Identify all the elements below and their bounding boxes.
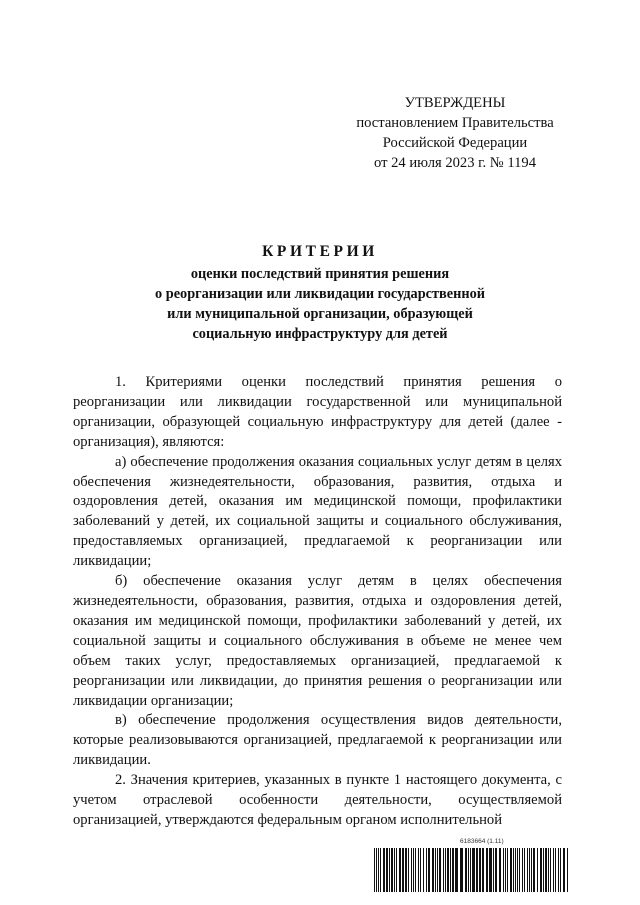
paragraph-criteria-values: 2. Значения критериев, указанных в пункте 1 настоящего документа, с учетом отраслевой особенности деятельности, осуществляемой организацией, утверждаются федеральным органом исполнительной xyxy=(73,772,562,828)
document-body xyxy=(73,373,562,831)
barcode-image xyxy=(374,848,568,892)
approval-heading: УТВЕРЖДЕНЫ xyxy=(404,95,506,111)
subtitle-line: или муниципальной организации, образующей xyxy=(167,306,473,322)
subtitle-line: оценки последствий принятия решения xyxy=(190,266,450,282)
document-title: КРИТЕРИИ xyxy=(262,243,378,260)
approval-line-1: постановлением Правительства xyxy=(356,115,554,131)
paragraph-item-a: а) обеспечение продолжения оказания социальных услуг детям в целях обеспечения жизнедеятельности, образования, развития, отдыха и оздоровления детей, оказания им медицинской помощи, профилактики заболеваний у детей, их социальной защиты и социального обслуживания, предоставляемых организацией, предлагаемой к реорганизации или ликвидации; xyxy=(73,453,562,570)
paragraph-criteria-intro: 1. Критериями оценки последствий принятия решения о реорганизации или ликвидации государственной или муниципальной организации, образующей социальную инфраструктуру для детей (далее - организация), являются: xyxy=(73,374,562,450)
approval-block xyxy=(340,93,570,173)
barcode-number: 6183664 (1.11) xyxy=(460,838,504,845)
approval-date: от 24 июля 2023 г. № 1194 xyxy=(373,155,537,171)
paragraph-item-b: б) обеспечение оказания услуг детям в целях обеспечения жизнедеятельности, образования, развития, отдыха и оздоровления детей, оказания им медицинской помощи, профилактики заболеваний у детей, их социальной защиты и социального обслуживания в объеме не менее чем объем таких услуг, предоставляемых организацией, предлагаемой к реорганизации или ликвидации, до принятия решения о реорганизации или ликвидации организации; xyxy=(73,573,562,709)
document-subtitle xyxy=(60,264,580,344)
approval-line-2: Российской Федерации xyxy=(382,135,528,151)
subtitle-line: о реорганизации или ликвидации государственной xyxy=(155,286,485,302)
subtitle-line: социальную инфраструктуру для детей xyxy=(192,326,448,342)
paragraph-item-v: в) обеспечение продолжения осуществления видов деятельности, которые реализовываются организацией, предлагаемой к реорганизации или ликвидации. xyxy=(73,712,562,769)
barcode-block xyxy=(374,838,568,896)
